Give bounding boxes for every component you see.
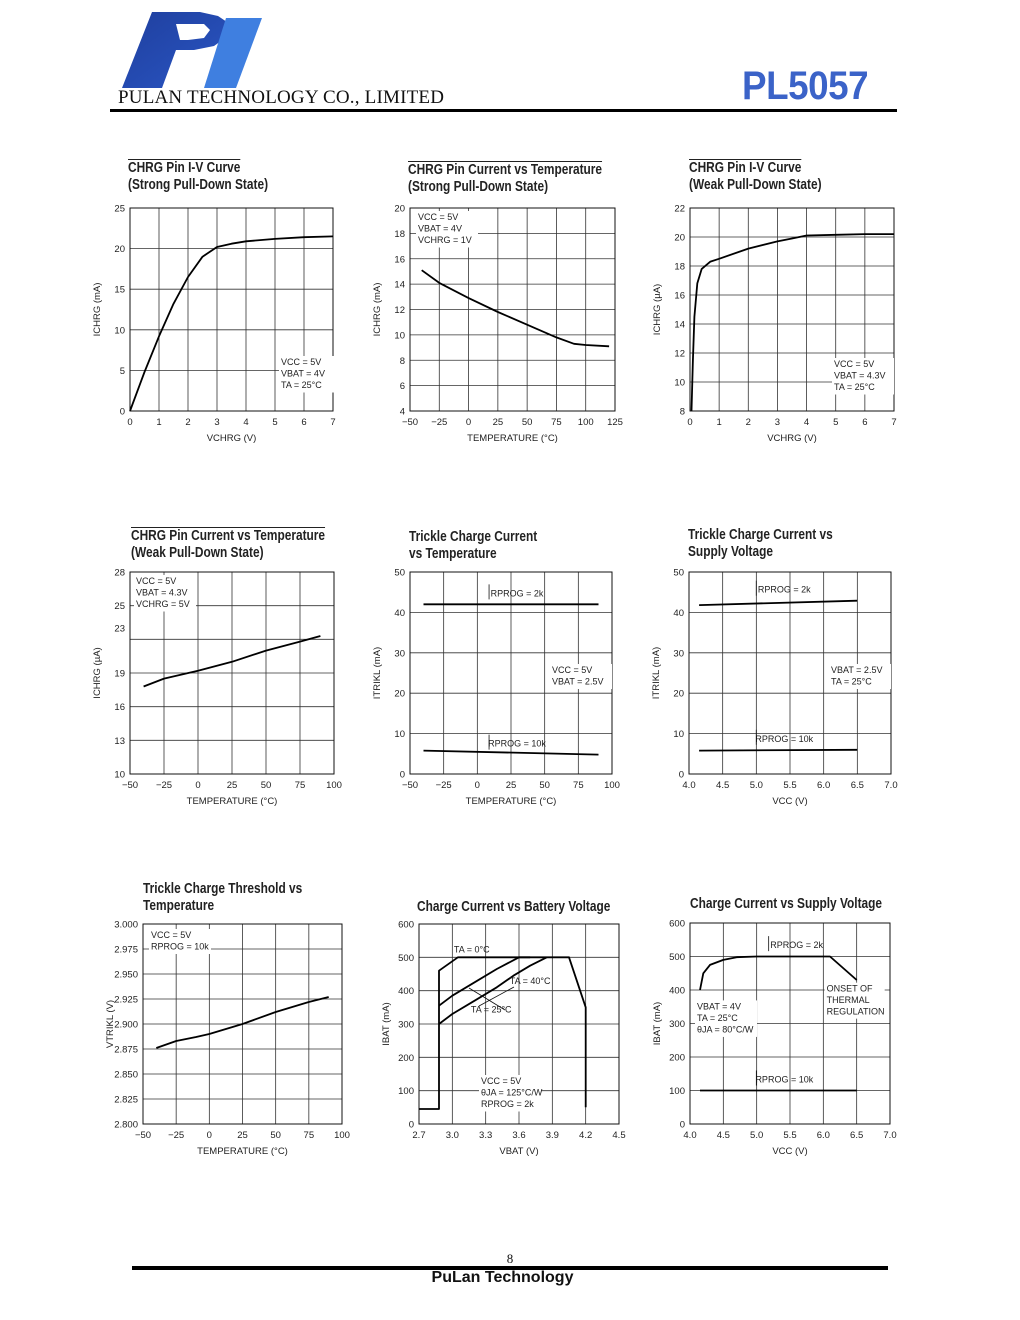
- annotation-text: VCHRG = 5V: [136, 599, 190, 609]
- x-tick-label: 3.3: [479, 1130, 493, 1141]
- annotation-block: [832, 358, 894, 395]
- y-axis-label: ITRIKL (mA): [372, 646, 383, 700]
- x-tick-label: 1: [156, 417, 162, 428]
- x-tick-label: 4: [243, 417, 249, 428]
- y-tick-label: 10: [114, 325, 125, 337]
- y-tick-label: 5: [119, 365, 125, 377]
- x-tick-label: 5.0: [749, 780, 763, 791]
- y-tick-label: 10: [673, 729, 684, 741]
- x-tick-label: 6.0: [817, 780, 831, 791]
- x-tick-label: 4.0: [683, 1130, 697, 1141]
- x-tick-label: 5.5: [783, 1130, 797, 1141]
- y-tick-label: 3.000: [114, 919, 138, 931]
- x-tick-label: 100: [334, 1130, 350, 1141]
- x-tick-label: 25: [237, 1130, 248, 1141]
- x-tick-label: 100: [604, 780, 620, 791]
- x-tick-label: 3.0: [445, 1130, 459, 1141]
- y-tick-label: 20: [674, 232, 685, 244]
- x-tick-label: 6.0: [816, 1130, 830, 1141]
- x-axis-label: TEMPERATURE (°C): [197, 1146, 288, 1157]
- y-tick-label: 19: [114, 668, 125, 680]
- annotation-text: VBAT = 4.3V: [834, 370, 886, 381]
- chart-title-c7: Trickle Charge Threshold vs Temperature: [143, 881, 303, 914]
- y-tick-label: 20: [394, 688, 405, 700]
- y-axis-label: ICHRG (µA): [652, 283, 663, 336]
- y-tick-label: 300: [669, 1019, 685, 1030]
- annotation-text: VBAT = 4V: [418, 223, 462, 234]
- x-tick-label: 0: [474, 780, 480, 791]
- x-tick-label: 6.5: [850, 1130, 864, 1141]
- x-tick-label: 7: [330, 417, 336, 428]
- x-tick-label: 6: [862, 417, 868, 428]
- annotation-block: [416, 211, 478, 248]
- x-tick-label: −50: [401, 417, 419, 428]
- y-axis-label: ICHRG (mA): [372, 282, 383, 337]
- x-tick-label: −25: [155, 780, 173, 791]
- y-tick-label: 6: [399, 381, 405, 393]
- annotation-text: TA = 25°C: [831, 676, 872, 687]
- y-tick-label: 2.875: [114, 1044, 138, 1056]
- series-label: TA = 0°C: [453, 944, 490, 955]
- series-label: RPROG = 10k: [755, 733, 814, 744]
- y-tick-label: 40: [673, 607, 684, 619]
- x-tick-label: 7.0: [884, 780, 898, 791]
- y-tick-label: 200: [398, 1052, 414, 1064]
- x-tick-label: −50: [121, 780, 139, 791]
- page-number: 8: [506, 1251, 514, 1266]
- annotation-block: [829, 664, 891, 689]
- y-tick-label: 4: [399, 406, 405, 418]
- chart-title-c8: Charge Current vs Battery Voltage: [417, 899, 611, 915]
- chart-c6: [651, 568, 898, 808]
- x-tick-label: 6: [301, 417, 307, 428]
- x-tick-label: 25: [492, 417, 504, 428]
- chart-title-c2: CHRG Pin Current vs Temperature (Strong Pull-Down State): [408, 162, 603, 195]
- y-tick-label: 18: [394, 228, 405, 240]
- chart-title-c3: CHRG Pin I-V Curve (Weak Pull-Down State): [689, 160, 822, 193]
- x-axis-label: VCC (V): [772, 796, 808, 807]
- annotation-block: [149, 929, 211, 954]
- x-tick-label: 3.6: [512, 1130, 526, 1141]
- y-tick-label: 20: [394, 203, 405, 215]
- series-label: TA = 40°C: [509, 976, 551, 986]
- y-tick-label: 25: [114, 601, 125, 613]
- y-tick-label: 15: [114, 284, 125, 296]
- y-tick-label: 40: [394, 607, 405, 619]
- y-tick-label: 2.850: [114, 1069, 138, 1081]
- annotation-text: RPROG = 10k: [151, 941, 209, 952]
- x-tick-label: 4.5: [612, 1130, 626, 1141]
- x-tick-label: 7.0: [883, 1130, 897, 1141]
- x-tick-label: 75: [303, 1130, 315, 1141]
- y-tick-label: 0: [678, 769, 684, 781]
- x-axis-label: VCHRG (V): [767, 433, 817, 444]
- x-tick-label: −50: [134, 1130, 152, 1141]
- y-tick-label: 500: [669, 952, 685, 963]
- y-tick-label: 16: [674, 290, 685, 302]
- series-line: [699, 750, 857, 751]
- annotation-text: VCC = 5V: [418, 212, 459, 222]
- annotation-text: TA = 25°C: [281, 380, 322, 390]
- x-tick-label: 25: [505, 780, 517, 791]
- series-label: RPROG = 10k: [488, 738, 546, 749]
- y-tick-label: 600: [398, 919, 414, 931]
- annotation-text: ONSET OF: [826, 983, 873, 994]
- chart-c3: [652, 204, 897, 445]
- annotation-text: VBAT = 2.5V: [552, 676, 604, 687]
- x-tick-label: 2: [745, 417, 751, 428]
- y-axis-label: ITRIKL (mA): [651, 646, 662, 700]
- annotation-text: REGULATION: [826, 1006, 885, 1017]
- y-tick-label: 2.950: [114, 969, 138, 981]
- y-tick-label: 2.925: [114, 994, 138, 1006]
- x-tick-label: 50: [260, 780, 272, 791]
- y-tick-label: 2.975: [114, 944, 138, 956]
- y-tick-label: 0: [408, 1119, 414, 1131]
- annotation-text: θJA = 125°C/W: [481, 1087, 543, 1098]
- annotation-text: VCC = 5V: [481, 1076, 522, 1086]
- x-axis-label: VCC (V): [772, 1146, 808, 1157]
- y-tick-label: 10: [394, 729, 405, 741]
- chart-c4: [92, 568, 342, 808]
- x-tick-label: 100: [326, 780, 342, 791]
- chart-c5: [372, 568, 620, 808]
- x-tick-label: −25: [431, 417, 448, 428]
- annotation-text: VCC = 5V: [281, 357, 322, 367]
- label-leader-line: [479, 987, 514, 1006]
- x-tick-label: 0: [687, 417, 693, 428]
- annotation-text: TA = 25°C: [697, 1012, 738, 1023]
- x-tick-label: 4.2: [579, 1130, 593, 1141]
- y-tick-label: 16: [394, 254, 405, 266]
- y-tick-label: 2.900: [114, 1019, 138, 1031]
- x-axis-label: TEMPERATURE (°C): [186, 796, 278, 807]
- y-tick-label: 50: [394, 567, 405, 579]
- y-tick-label: 22: [674, 203, 685, 215]
- y-axis-label: ICHRG (mA): [92, 282, 103, 337]
- y-tick-label: 2.800: [114, 1119, 138, 1131]
- x-tick-label: 0: [195, 780, 201, 791]
- x-tick-label: 7: [891, 417, 897, 428]
- annotation-block: [695, 1000, 757, 1036]
- x-tick-label: 2: [185, 417, 191, 428]
- y-tick-label: 0: [399, 769, 405, 781]
- y-tick-label: 400: [398, 986, 414, 998]
- x-tick-label: 4.0: [682, 780, 696, 791]
- y-tick-label: 50: [673, 567, 684, 579]
- series-label: RPROG = 2k: [770, 940, 824, 951]
- annotation-text: VBAT = 4V: [281, 368, 325, 379]
- annotation-text: THERMAL: [826, 995, 870, 1006]
- chart-c7: [105, 920, 350, 1158]
- x-tick-label: 6.5: [850, 780, 864, 791]
- x-tick-label: 2.7: [412, 1130, 426, 1141]
- y-tick-label: 23: [114, 623, 125, 635]
- y-axis-label: IBAT (mA): [652, 1001, 663, 1046]
- series-label: RPROG = 2k: [490, 588, 544, 599]
- x-tick-label: 50: [521, 417, 533, 428]
- chart-title-c5: Trickle Charge Current vs Temperature: [409, 529, 538, 562]
- x-tick-label: 25: [226, 780, 238, 791]
- annotation-text: θJA = 80°C/W: [697, 1024, 754, 1035]
- x-tick-label: 4: [803, 417, 810, 428]
- y-tick-label: 600: [669, 918, 685, 930]
- y-tick-label: 400: [669, 985, 685, 997]
- x-tick-label: 75: [573, 780, 584, 791]
- y-tick-label: 10: [394, 330, 405, 342]
- annotation-block: [279, 356, 341, 393]
- x-tick-label: 3: [774, 417, 781, 428]
- x-axis-label: VBAT (V): [499, 1146, 539, 1157]
- annotation-text: RPROG = 2k: [481, 1099, 534, 1109]
- y-tick-label: 2.825: [114, 1094, 138, 1106]
- x-tick-label: 5: [272, 417, 278, 428]
- y-tick-label: 8: [679, 406, 685, 418]
- y-tick-label: 100: [398, 1086, 414, 1098]
- chart-c8: [381, 920, 626, 1158]
- x-tick-label: 50: [270, 1130, 281, 1141]
- y-tick-label: 100: [669, 1086, 685, 1097]
- series-label: RPROG = 2k: [757, 584, 811, 595]
- y-axis-label: VTRIKL (V): [105, 999, 116, 1049]
- x-tick-label: 0: [465, 417, 472, 428]
- series-label: TA = 25°C: [470, 1004, 512, 1015]
- y-tick-label: 200: [669, 1052, 685, 1064]
- company-name: PULAN TECHNOLOGY CO., LIMITED: [118, 87, 445, 108]
- annotation-text: VCC = 5V: [136, 576, 177, 586]
- chart-c1: [92, 204, 341, 445]
- y-tick-label: 14: [674, 319, 685, 331]
- y-axis-label: ICHRG (µA): [92, 647, 103, 699]
- y-tick-label: 12: [674, 348, 685, 360]
- x-tick-label: 1: [716, 417, 722, 428]
- x-tick-label: 75: [551, 417, 562, 428]
- x-axis-label: VCHRG (V): [206, 433, 257, 444]
- annotation-text: VCHRG = 1V: [418, 235, 472, 245]
- y-tick-label: 25: [114, 203, 125, 215]
- x-tick-label: 3.9: [545, 1130, 559, 1141]
- y-tick-label: 0: [679, 1119, 685, 1131]
- annotation-text: TA = 25°C: [834, 382, 875, 392]
- chart-title-c4: CHRG Pin Current vs Temperature (Weak Pull-Down State): [131, 528, 326, 561]
- y-tick-label: 16: [114, 702, 125, 714]
- y-tick-label: 20: [673, 688, 684, 700]
- footer-company: PuLan Technology: [431, 1269, 574, 1286]
- x-tick-label: 5.5: [783, 780, 797, 791]
- y-axis-label: IBAT (mA): [381, 1002, 392, 1046]
- x-tick-label: 4.5: [716, 1130, 730, 1141]
- x-tick-label: 75: [294, 780, 306, 791]
- annotation-text: VCC = 5V: [151, 930, 192, 940]
- chart-c9: [652, 919, 897, 1158]
- x-tick-label: 100: [577, 417, 594, 428]
- x-tick-label: 50: [539, 780, 550, 791]
- series-label: RPROG = 10k: [755, 1074, 814, 1085]
- x-tick-label: 0: [206, 1130, 212, 1141]
- x-tick-label: −25: [435, 780, 452, 791]
- y-tick-label: 8: [399, 355, 405, 367]
- x-tick-label: 125: [607, 417, 623, 428]
- x-tick-label: 4.5: [716, 780, 730, 791]
- y-tick-label: 20: [114, 244, 125, 256]
- annotation-text: VCC = 5V: [834, 359, 875, 369]
- y-tick-label: 10: [674, 377, 685, 389]
- y-tick-label: 10: [114, 769, 125, 781]
- x-tick-label: 5: [833, 417, 839, 428]
- chart-title-c1: CHRG Pin I-V Curve (Strong Pull-Down State): [128, 160, 269, 193]
- x-axis-label: TEMPERATURE (°C): [467, 433, 558, 444]
- chart-c2: [372, 204, 623, 445]
- annotation-block-2: [825, 983, 885, 1019]
- x-tick-label: 5.0: [750, 1130, 764, 1141]
- y-tick-label: 18: [674, 261, 685, 273]
- y-tick-label: 12: [394, 305, 405, 316]
- x-tick-label: −50: [401, 780, 419, 791]
- y-tick-label: 14: [394, 279, 405, 291]
- x-tick-label: 3: [214, 417, 220, 428]
- annotation-text: VCC = 5V: [552, 665, 593, 675]
- annotation-block: [479, 1075, 543, 1112]
- y-tick-label: 300: [398, 1019, 414, 1031]
- y-tick-label: 0: [119, 406, 125, 418]
- annotation-text: VBAT = 4V: [697, 1001, 741, 1012]
- x-axis-label: TEMPERATURE (°C): [465, 796, 557, 807]
- chart-title-c6: Trickle Charge Current vs Supply Voltage: [688, 527, 833, 560]
- y-tick-label: 13: [114, 735, 125, 747]
- chart-title-c9: Charge Current vs Supply Voltage: [690, 896, 883, 912]
- annotation-block: [134, 575, 196, 612]
- part-number: PL5057: [742, 64, 869, 108]
- annotation-text: VBAT = 4.3V: [136, 587, 188, 598]
- y-tick-label: 30: [394, 648, 405, 660]
- x-tick-label: 0: [127, 417, 133, 428]
- annotation-text: VBAT = 2.5V: [831, 665, 883, 675]
- x-tick-label: −25: [168, 1130, 185, 1141]
- annotation-block: [550, 664, 612, 689]
- y-tick-label: 500: [398, 952, 414, 964]
- y-tick-label: 28: [114, 567, 125, 579]
- y-tick-label: 30: [673, 648, 684, 660]
